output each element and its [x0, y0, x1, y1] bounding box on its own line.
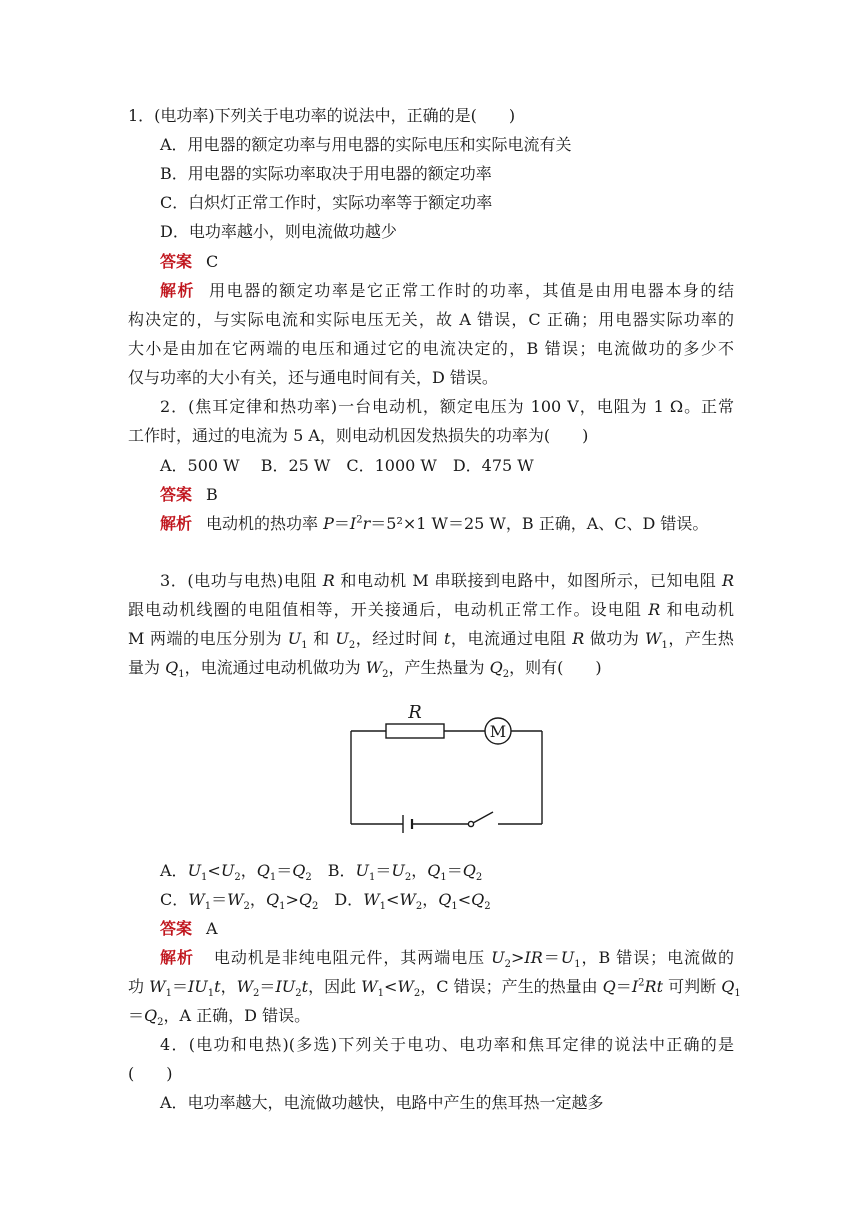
q3-answer: [160, 918, 734, 940]
q1-answer: [160, 251, 734, 273]
q2-options: A．500 W B．25 W C．1000 W D．475 W: [160, 456, 534, 475]
q4-option-a: A．电功率越大，电流做功越快，电路中产生的焦耳热一定越多: [160, 1093, 604, 1112]
circuit-diagram: [340, 695, 555, 835]
resistor-label: R: [408, 702, 422, 723]
q2-answer: [160, 484, 734, 506]
analysis-label: 解析: [160, 514, 193, 533]
answer-label: 答案: [160, 485, 193, 504]
q3-stem-line4: 量为 $Q_1$，电流通过电动机做功为 $W_2$，产生热量为 $Q_2$，则有( ): [128, 658, 602, 681]
q1-analysis-line3: 大小是由加在它两端的电压和通过它的电流决定的，B 错误；电流做功的多少不: [128, 339, 734, 358]
answer-label: 答案: [160, 252, 193, 271]
q3-analysis-line3: $=Q_2$，A 正确，D 错误。: [128, 1006, 311, 1029]
answer-value: C: [206, 252, 219, 271]
q3-options-cd: C．$W_1=W_2$，$Q_1>Q_2$ D．$W_1<W_2$，$Q_1<Q_2$: [160, 890, 491, 913]
answer-value: A: [206, 919, 218, 938]
analysis-label: 解析: [160, 948, 194, 967]
q2-analysis: 解析 电动机的热功率 $P=I^2r=5^2\times 1$ W＝25 W，B 正确，A、C、D 错误。: [160, 514, 709, 533]
q1-option-c: C．白炽灯正常工作时，实际功率等于额定功率: [160, 193, 493, 212]
q3-analysis-line1: 解析 电动机是非纯电阻元件，其两端电压 $U_2>IR=U_1$，B 错误；电流做的: [160, 948, 734, 971]
switch-lever: [473, 812, 493, 823]
q3-stem-line1: 3．(电功与电热)电阻 R 和电动机 M 串联接到电路中，如图所示，已知电阻 R: [160, 571, 734, 590]
q3-stem-line3: M 两端的电压分别为 $U_1$ 和 $U_2$，经过时间 t，电流通过电阻 R 做功为 $W_1$，产生热: [128, 629, 734, 652]
analysis-label: 解析: [160, 281, 196, 300]
q4-stem-line1: 4．(电功和电热)(多选)下列关于电功、电功率和焦耳定律的说法中正确的是: [160, 1035, 734, 1054]
q2-stem-line2: 工作时，通过的电流为 5 A，则电动机因发热损失的功率为( ): [128, 426, 589, 445]
q3-options-ab: A．$U_1<U_2$，$Q_1=Q_2$ B．$U_1=U_2$，$Q_1=Q_2$: [160, 861, 483, 884]
motor-label: M: [489, 722, 507, 741]
q4-stem-line2: ( ): [128, 1064, 173, 1083]
q3-stem-line2: 跟电动机线圈的电阻值相等，开关接通后，电动机正常工作。设电阻 R 和电动机: [128, 600, 734, 619]
q1-option-a: A．用电器的额定功率与用电器的实际电压和实际电流有关: [160, 135, 572, 154]
q1-stem: 1．(电功率)下列关于电功率的说法中，正确的是( ): [128, 106, 516, 125]
q2-stem-line1: 2．(焦耳定律和热功率)一台电动机，额定电压为 100 V，电阻为 1 Ω。正常: [160, 397, 734, 416]
q1-option-d: D．电功率越小，则电流做功越少: [160, 222, 397, 241]
answer-label: 答案: [160, 919, 193, 938]
q1-option-b: B．用电器的实际功率取决于用电器的额定功率: [160, 164, 492, 183]
switch-pivot: [468, 821, 473, 826]
q3-analysis-line2: 功 $W_1=IU_1t$，$W_2=IU_2t$，因此 $W_1<W_2$，C 错误；产生的热量由 $Q=I^2Rt$ 可判断 $Q_1$: [128, 977, 741, 1000]
q1-analysis-line2: 构决定的，与实际电流和实际电压无关，故 A 错误，C 正确；用电器实际功率的: [128, 310, 734, 329]
q1-analysis-line4: 仅与功率的大小有关，还与通电时间有关，D 错误。: [128, 368, 498, 387]
answer-value: B: [206, 485, 218, 504]
q1-analysis-line1: 解析 用电器的额定功率是它正常工作时的功率，其值是由用电器本身的结: [160, 281, 734, 300]
resistor-symbol: [386, 724, 444, 738]
